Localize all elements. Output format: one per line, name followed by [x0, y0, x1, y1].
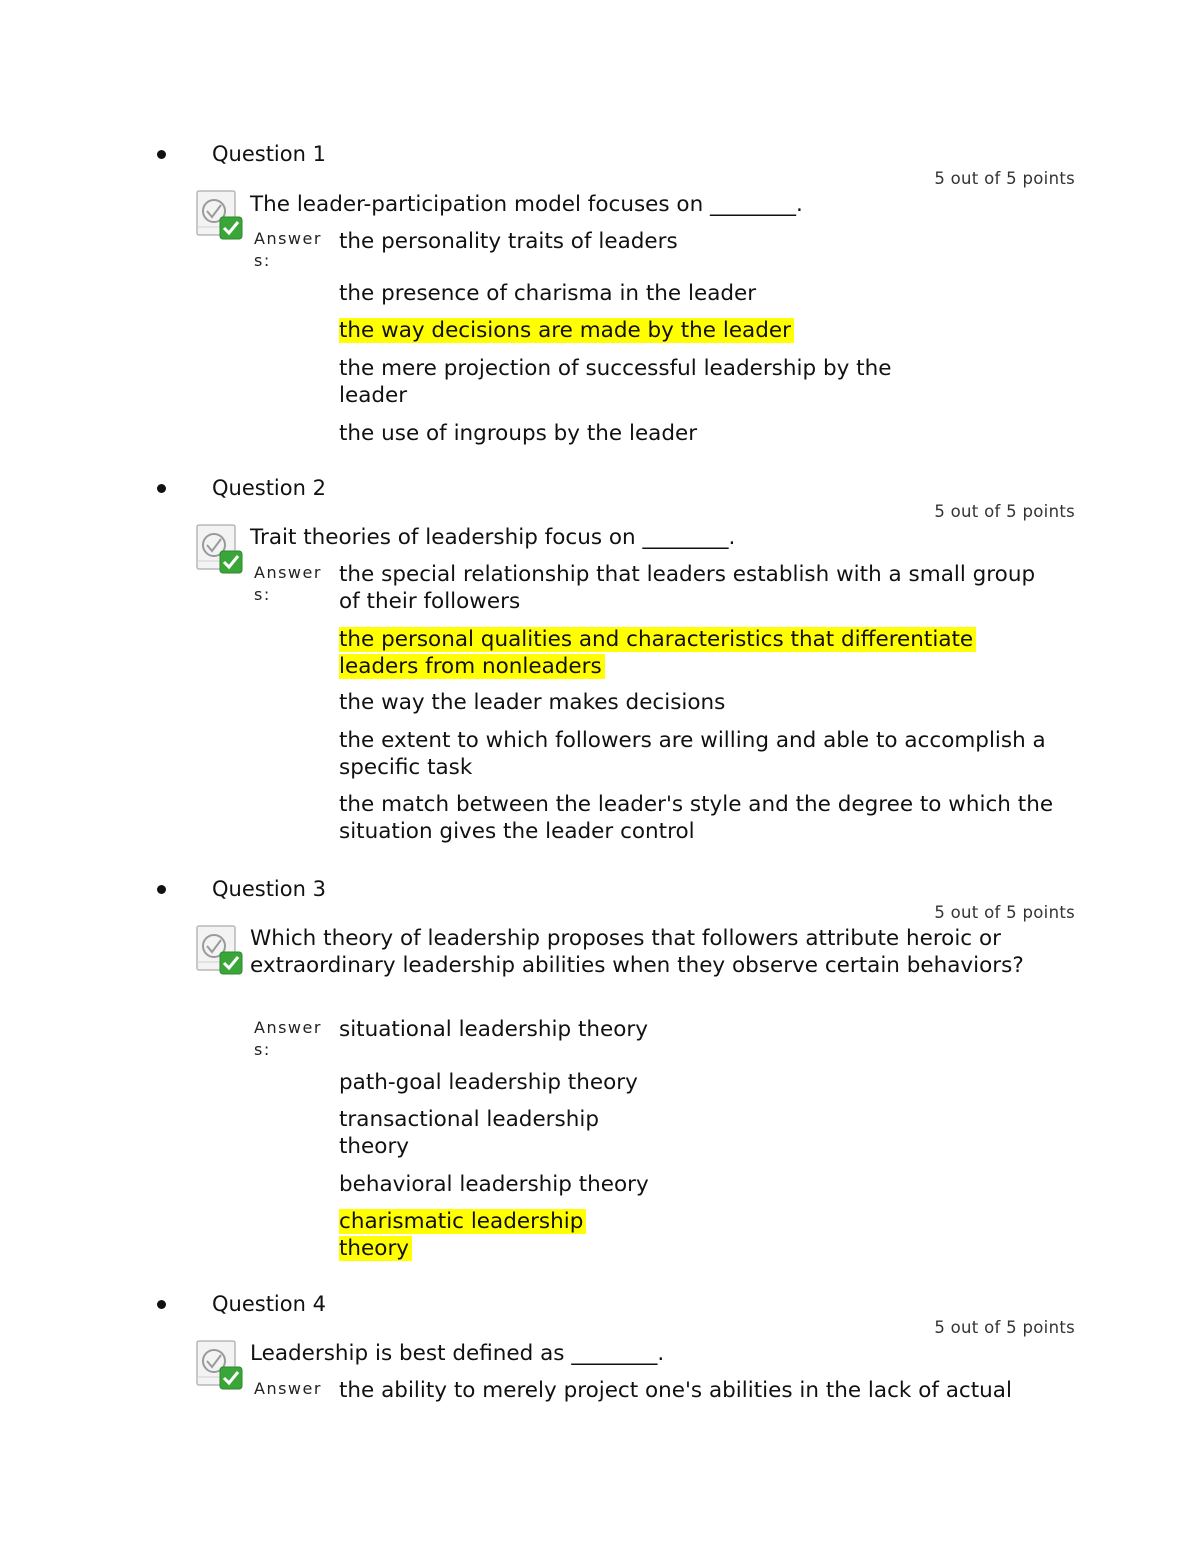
question-title: Question 1 — [212, 142, 326, 166]
points-score: 5 out of 5 points — [934, 502, 1075, 521]
answer-option-text: the match between the leader's style and the degree to which the situation gives the leader control — [339, 792, 1054, 844]
answer-option — [339, 1171, 652, 1198]
answer-option — [339, 280, 759, 307]
answer-option-text: the special relationship that leaders establish with a small group of their followers — [339, 562, 1036, 614]
answer-option-text: path-goal leadership theory — [339, 1070, 638, 1095]
bullet — [157, 1300, 166, 1309]
answer-option-text: the presence of charisma in the leader — [339, 281, 757, 306]
answer-option — [339, 420, 700, 447]
points-score: 5 out of 5 points — [934, 1318, 1075, 1337]
answer-option-text: transactional leadership theory — [339, 1107, 599, 1159]
answer-option-text: the extent to which followers are willing and able to accomplish a specific task — [339, 728, 1046, 780]
graded-correct-icon — [195, 523, 247, 575]
answer-option-correct — [339, 626, 1059, 680]
question-text: Which theory of leadership proposes that followers attribute heroic or extraordinary leadership abilities when they observe certain behaviors? — [250, 926, 1024, 978]
answer-option-text: the personal qualities and characteristics that differentiate leaders from nonleaders — [339, 627, 976, 679]
question-title: Question 2 — [212, 476, 326, 500]
answer-option-text: the mere projection of successful leadership by the leader — [339, 356, 892, 408]
answers-label: Answer — [254, 1379, 322, 1398]
answer-option-correct — [339, 1208, 629, 1262]
answer-option-text: behavioral leadership theory — [339, 1172, 649, 1197]
answers-label: Answers: — [254, 563, 322, 604]
answer-option — [339, 689, 1099, 716]
answer-option-text: the use of ingroups by the leader — [339, 421, 698, 446]
answer-option-text: the ability to merely project one's abilities in the lack of actual — [339, 1378, 1012, 1403]
answer-option — [339, 1069, 641, 1096]
bullet — [157, 484, 166, 493]
graded-correct-icon — [195, 924, 247, 976]
question-text: Trait theories of leadership focus on ________. — [250, 525, 736, 550]
answer-option — [339, 1377, 1015, 1404]
bullet — [157, 150, 166, 159]
answer-option-text: charismatic leadership theory — [339, 1209, 586, 1261]
answer-option — [339, 228, 681, 255]
question-title: Question 4 — [212, 1292, 326, 1316]
question-text: Leadership is best defined as ________. — [250, 1341, 665, 1366]
answer-option-text: situational leadership theory — [339, 1017, 648, 1042]
points-score: 5 out of 5 points — [934, 169, 1075, 188]
bullet — [157, 885, 166, 894]
answer-option-text: the personality traits of leaders — [339, 229, 678, 254]
question-title: Question 3 — [212, 877, 326, 901]
answers-label: Answers: — [254, 1018, 322, 1059]
answer-option — [339, 791, 1099, 845]
answer-option-correct — [339, 317, 794, 344]
question-text: The leader-participation model focuses on ________. — [250, 192, 803, 217]
answers-label: Answers: — [254, 229, 322, 270]
answer-option — [339, 561, 1059, 615]
graded-correct-icon — [195, 189, 247, 241]
answer-option — [339, 1016, 651, 1043]
answer-option-text: the way decisions are made by the leader — [339, 318, 794, 343]
answer-option — [339, 1106, 639, 1160]
answer-option — [339, 727, 1099, 781]
points-score: 5 out of 5 points — [934, 903, 1075, 922]
answer-option-text: the way the leader makes decisions — [339, 690, 726, 715]
graded-correct-icon — [195, 1339, 247, 1391]
answer-option — [339, 355, 959, 409]
